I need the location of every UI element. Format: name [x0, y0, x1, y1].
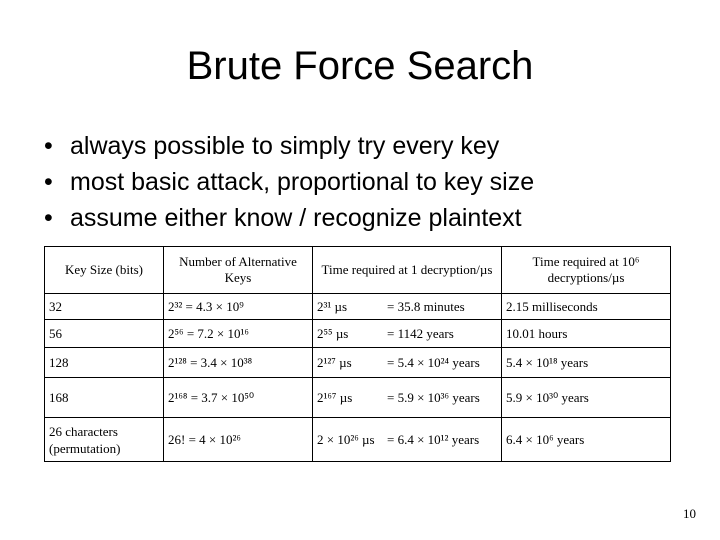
cell-key-size: 128 [45, 348, 164, 378]
bullet-list [44, 128, 534, 236]
cell-key-size: 32 [45, 294, 164, 320]
header-alternatives: Number of Alternative Keys [164, 247, 313, 294]
bullet-text: most basic attack, proportional to key size [70, 168, 535, 196]
cell-key-size: 26 characters (permutation) [45, 418, 164, 462]
cell-time-1 [313, 378, 502, 418]
cell-time-1-converted: = 6.4 × 10¹² years [387, 431, 480, 447]
cell-alternatives: 2³² = 4.3 × 10⁹ [164, 294, 313, 320]
cell-time-1-us: 2⁵⁵ µs [317, 325, 349, 341]
cell-key-size: 56 [45, 320, 164, 348]
page-number: 10 [683, 506, 696, 521]
bullet-dot-icon: • [44, 132, 53, 160]
cell-time-2: 5.4 × 10¹⁸ years [502, 348, 671, 378]
cell-alternatives: 2¹²⁸ = 3.4 × 10³⁸ [164, 348, 313, 378]
cell-alternatives: 2⁵⁶ = 7.2 × 10¹⁶ [164, 320, 313, 348]
cell-time-1-us: 2¹²⁷ µs [317, 354, 352, 370]
bullet-item [44, 128, 534, 164]
cell-time-1 [313, 294, 502, 320]
table-row [45, 378, 671, 418]
cell-time-1-us: 2¹⁶⁷ µs [317, 389, 353, 405]
bullet-dot-icon: • [44, 168, 53, 196]
cell-time-1-us: 2³¹ µs [317, 298, 348, 314]
brute-force-table [44, 246, 671, 462]
cell-time-2: 10.01 hours [502, 320, 671, 348]
cell-alternatives: 2¹⁶⁸ = 3.7 × 10⁵⁰ [164, 378, 313, 418]
bullet-item [44, 164, 534, 200]
cell-time-1-converted: = 5.9 × 10³⁶ years [387, 389, 480, 405]
table-row [45, 418, 671, 462]
header-time-2: Time required at 10⁶ decryptions/µs [502, 247, 671, 294]
bullet-item [44, 200, 534, 236]
cell-time-1-us: 2 × 10²⁶ µs [317, 431, 375, 447]
cell-time-1 [313, 320, 502, 348]
cell-time-1-converted: = 5.4 × 10²⁴ years [387, 354, 480, 370]
header-time-1: Time required at 1 decryption/µs [313, 247, 502, 294]
header-key-size: Key Size (bits) [45, 247, 164, 294]
cell-time-1-converted: = 1142 years [387, 325, 454, 341]
cell-time-2: 6.4 × 10⁶ years [502, 418, 671, 462]
table-row [45, 320, 671, 348]
cell-time-1 [313, 348, 502, 378]
cell-time-1 [313, 418, 502, 462]
slide-title: Brute Force Search [186, 44, 534, 88]
cell-time-2: 2.15 milliseconds [502, 294, 671, 320]
cell-key-size: 168 [45, 378, 164, 418]
table-header-row [45, 247, 671, 294]
table-row [45, 294, 671, 320]
bullet-dot-icon: • [44, 204, 53, 232]
cell-alternatives: 26! = 4 × 10²⁶ [164, 418, 313, 462]
table-row [45, 348, 671, 378]
bullet-text: always possible to simply try every key [70, 132, 500, 160]
cell-time-2: 5.9 × 10³⁰ years [502, 378, 671, 418]
bullet-text: assume either know / recognize plaintext [70, 204, 522, 232]
cell-time-1-converted: = 35.8 minutes [387, 298, 465, 314]
